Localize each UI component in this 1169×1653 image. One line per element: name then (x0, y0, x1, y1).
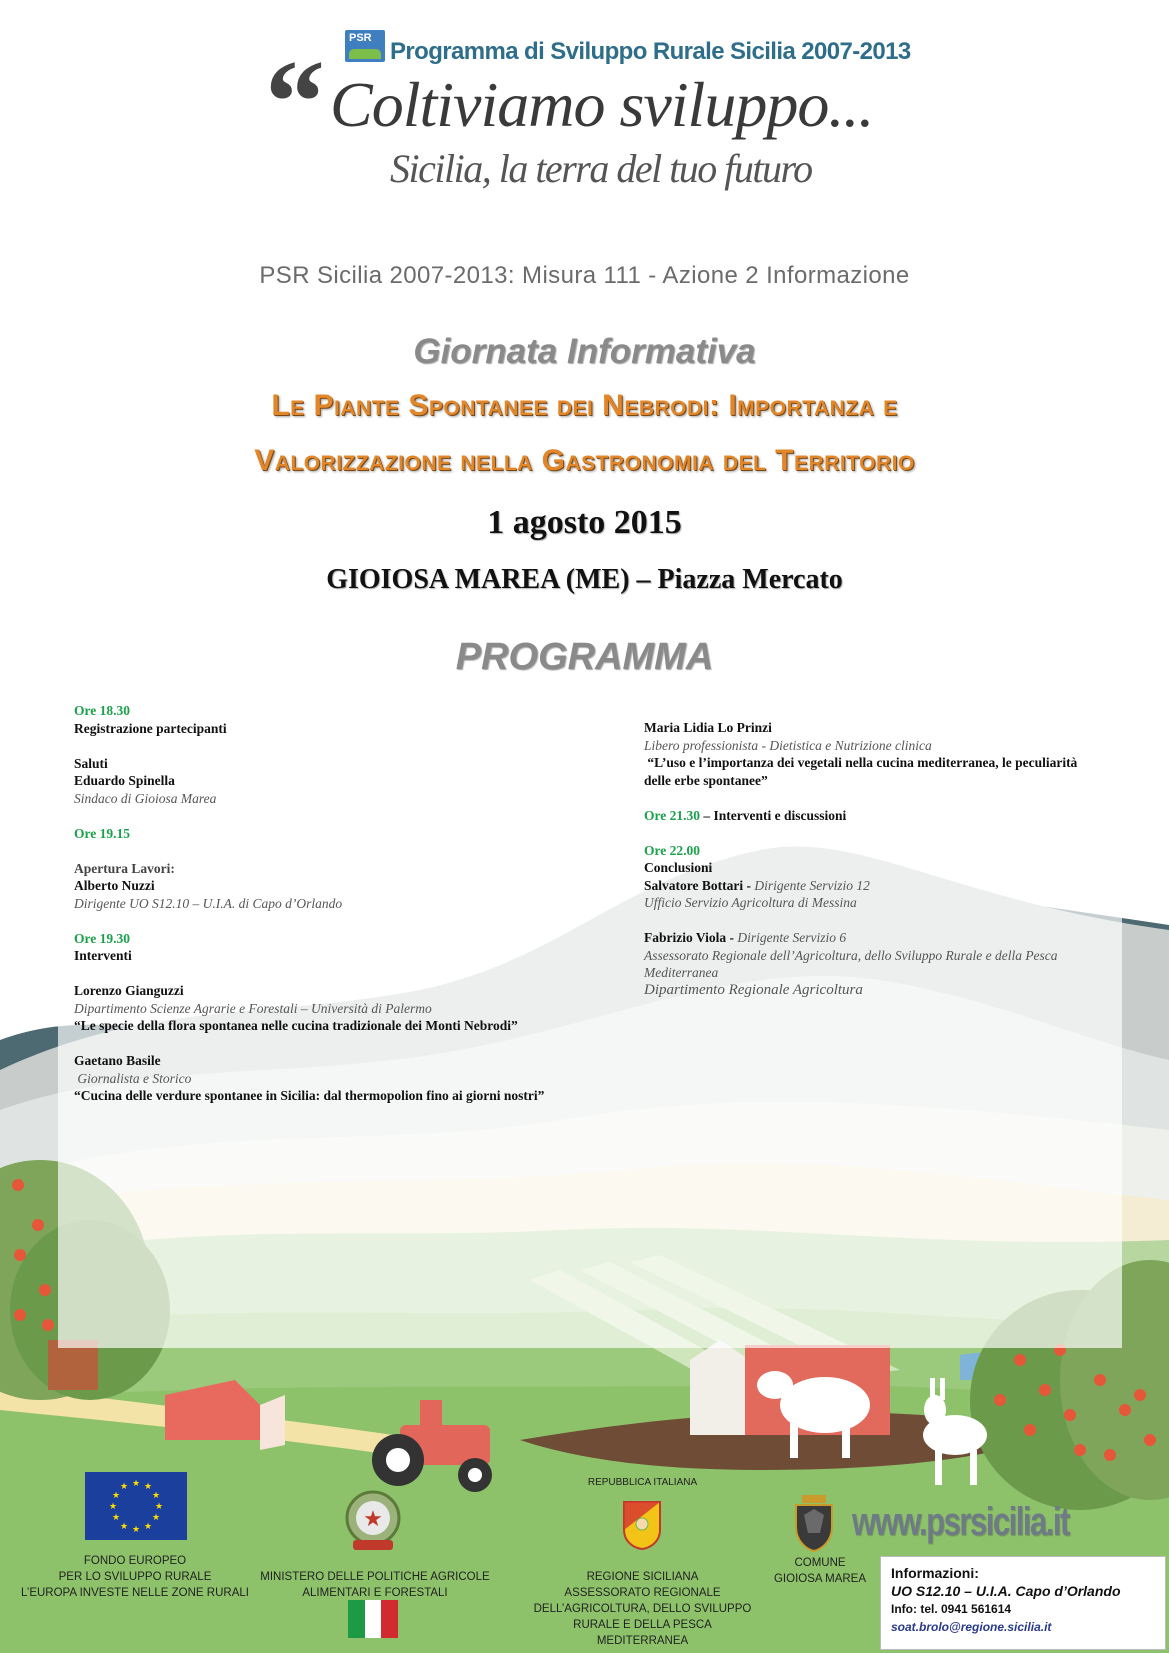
apertura-speaker: Alberto Nuzzi (74, 878, 155, 893)
speaker-2-talk: “Cucina delle verdure spontanee in Sicilia: dal thermopolion fino ai giorni nostri” (74, 1088, 545, 1103)
ministry-caption (255, 1569, 495, 1601)
info-office: UO S12.10 – U.I.A. Capo d’Orlando (891, 1583, 1121, 1599)
conclusion-1-row (644, 877, 1084, 895)
comune-caption-line1: COMUNE (794, 1557, 846, 1569)
program-right-column (644, 719, 1084, 999)
svg-text:★: ★ (143, 1482, 153, 1492)
time-2130-row (644, 807, 1084, 825)
event-title-line2: Valorizzazione nella Gastronomia del Territorio (254, 444, 915, 477)
speaker-3-role: Libero professionista - Dietistica e Nutrizione clinica (644, 737, 932, 753)
saluti-role: Sindaco di Gioiosa Marea (74, 790, 217, 806)
speaker-1-name: Lorenzo Gianguzzi (74, 983, 184, 998)
svg-text:★: ★ (111, 1513, 121, 1523)
conclusion-1-role: Dirigente Servizio 12 (754, 877, 870, 893)
saluti-speaker: Eduardo Spinella (74, 773, 175, 788)
registration: Registrazione partecipanti (74, 720, 227, 736)
time-1830: Ore 18.30 (74, 703, 130, 718)
program-left-column (74, 702, 594, 1105)
psr-logo (345, 30, 385, 62)
svg-text:★: ★ (151, 1513, 161, 1523)
info-phone: Info: tel. 0941 561614 (891, 1602, 1012, 1616)
conclusion-2-row (644, 929, 1084, 947)
time-2130: Ore 21.30 (644, 807, 700, 823)
svg-text:★: ★ (143, 1522, 153, 1532)
conclusion-2-department: Dipartimento Regionale Agricoltura (644, 981, 863, 998)
ministry-caption-line2: ALIMENTARI E FORESTALI (302, 1587, 448, 1599)
region-caption-line4: RURALE E DELLA PESCA MEDITERRANEA (573, 1619, 712, 1647)
event-title-line1: Le Piante Spontanee dei Nebrodi: Importanza e (271, 389, 898, 422)
quote-mark: “ (265, 35, 325, 168)
eu-flag-icon (85, 1472, 187, 1540)
comune-caption (755, 1555, 885, 1587)
svg-text:★: ★ (119, 1482, 129, 1492)
conclusion-2-role: Dirigente Servizio 6 (737, 930, 847, 945)
saluti-label: Saluti (74, 755, 108, 771)
conclusion-1-office: Ufficio Servizio Agricoltura di Messina (644, 895, 857, 910)
svg-text:★: ★ (111, 1491, 121, 1501)
svg-text:★: ★ (151, 1491, 161, 1501)
region-caption-line1: REGIONE SICILIANA (586, 1571, 699, 1583)
event-type: Giornata Informativa (413, 332, 756, 371)
time-2200: Ore 22.00 (644, 842, 700, 858)
eu-caption (10, 1553, 260, 1601)
conclusion-1-name: Salvatore Bottari - (644, 877, 755, 893)
eu-caption-line3: L’EUROPA INVESTE NELLE ZONE RURALI (21, 1587, 249, 1599)
sicily-region-shield-icon (622, 1500, 662, 1550)
apertura-role: Dirigente UO S12.10 – U.I.A. di Capo d’Orlando (74, 895, 343, 911)
slogan: Coltiviamo sviluppo... (330, 69, 874, 140)
ministry-caption-line1: MINISTERO DELLE POLITICHE AGRICOLE (260, 1571, 490, 1583)
eu-caption-line2: PER LO SVILUPPO RURALE (58, 1571, 212, 1583)
event-location: GIOIOSA MAREA (ME) – Piazza Mercato (326, 564, 843, 595)
italian-emblem-icon (343, 1488, 403, 1554)
svg-text:★: ★ (131, 1479, 141, 1489)
info-box (880, 1556, 1166, 1650)
time-1930: Ore 19.30 (74, 930, 130, 946)
eu-caption-line1: FONDO EUROPEO (83, 1555, 187, 1567)
website-link[interactable]: www.psrsicilia.it (852, 1500, 1069, 1544)
psr-logo-text: PSR (349, 32, 372, 44)
speaker-3-talk: “L’uso e l’importanza dei vegetali nella cucina mediterranea, le peculiarità delle erbe spontanee” (644, 755, 1081, 788)
region-caption-line2: ASSESSORATO REGIONALE (564, 1587, 721, 1599)
svg-text:★: ★ (363, 1507, 383, 1532)
svg-text:★: ★ (108, 1502, 118, 1512)
apertura-label: Apertura Lavori: (74, 860, 175, 876)
conclusioni-label: Conclusioni (644, 860, 713, 875)
speaker-2-role: Giornalista e Storico (74, 1070, 192, 1086)
time-1915: Ore 19.15 (74, 825, 130, 841)
conclusion-2-name: Fabrizio Viola - (644, 930, 738, 945)
italian-flag-icon (348, 1600, 398, 1638)
program-title: Programma di Sviluppo Rurale Sicilia 2007-2013 (390, 38, 911, 65)
program-heading: PROGRAMMA (455, 636, 714, 678)
discussion: – Interventi e discussioni (700, 807, 847, 823)
info-title: Informazioni: (891, 1565, 979, 1581)
speaker-2-name: Gaetano Basile (74, 1053, 161, 1068)
svg-text:★: ★ (154, 1502, 164, 1512)
interventi-label: Interventi (74, 948, 132, 963)
measure-line: PSR Sicilia 2007-2013: Misura 111 - Azione 2 Informazione (259, 262, 910, 289)
speaker-3-name: Maria Lidia Lo Prinzi (644, 720, 772, 735)
comune-caption-line2: GIOIOSA MAREA (773, 1573, 867, 1585)
republic-label: REPUBBLICA ITALIANA (587, 1477, 698, 1488)
gioiosa-marea-crest-icon (790, 1493, 838, 1553)
svg-text:★: ★ (119, 1522, 129, 1532)
speaker-1-talk: “Le specie della flora spontanea nelle cucina tradizionale dei Monti Nebrodi” (74, 1018, 518, 1033)
region-caption-line3: DELL’AGRICOLTURA, DELLO SVILUPPO (533, 1603, 752, 1615)
speaker-1-role: Dipartimento Scienze Agrarie e Forestali – Università di Palermo (74, 1000, 432, 1016)
svg-text:★: ★ (131, 1525, 141, 1535)
region-caption (530, 1569, 755, 1649)
tagline: Sicilia, la terra del tuo futuro (390, 146, 812, 191)
event-date: 1 agosto 2015 (487, 504, 682, 541)
conclusion-2-office: Assessorato Regionale dell’Agricoltura, dello Sviluppo Rurale e della Pesca Mediterranea (644, 947, 1058, 980)
info-email[interactable]: soat.brolo@regione.sicilia.it (891, 1620, 1052, 1634)
